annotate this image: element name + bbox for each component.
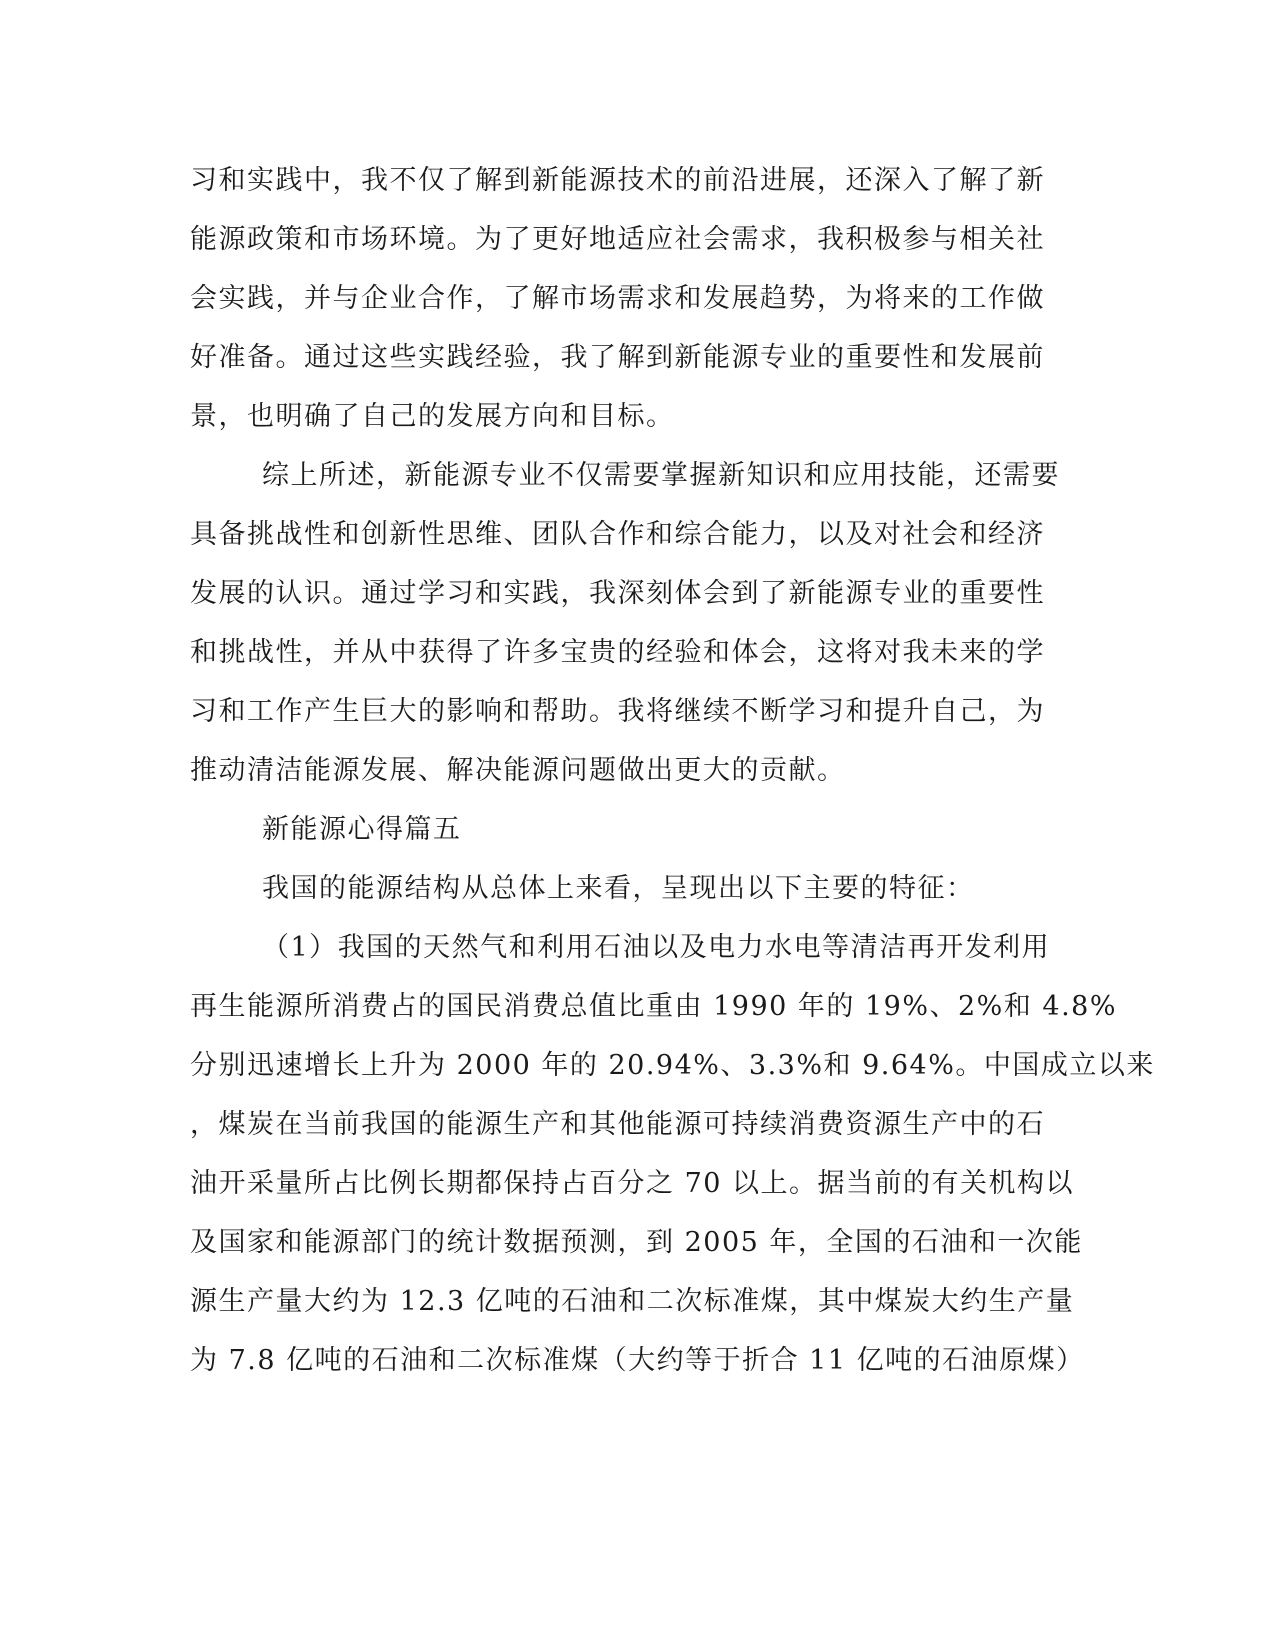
body-text-line: 能源政策和市场环境。为了更好地适应社会需求，我积极参与相关社 xyxy=(190,224,1045,255)
body-text-line: 油开采量所占比例长期都保持占百分之 70 以上。据当前的有关机构以 xyxy=(190,1168,1075,1199)
body-text-line: 再生能源所消费占的国民消费总值比重由 1990 年的 19%、2%和 4.8% xyxy=(190,991,1117,1022)
body-text-line: ，煤炭在当前我国的能源生产和其他能源可持续消费资源生产中的石 xyxy=(190,1109,1045,1140)
body-text-line: 分别迅速增长上升为 2000 年的 20.94%、3.3%和 9.64%。中国成立以来 xyxy=(190,1050,1155,1081)
body-text-line: 习和工作产生巨大的影响和帮助。我将继续不断学习和提升自己，为 xyxy=(190,696,1045,727)
body-text-line: 会实践，并与企业合作，了解市场需求和发展趋势，为将来的工作做 xyxy=(190,283,1045,314)
body-text-line: 为 7.8 亿吨的石油和二次标准煤（大约等于折合 11 亿吨的石油原煤） xyxy=(190,1345,1085,1376)
body-text-line: 景，也明确了自己的发展方向和目标。 xyxy=(190,401,675,432)
body-text-line: 源生产量大约为 12.3 亿吨的石油和二次标准煤，其中煤炭大约生产量 xyxy=(190,1286,1075,1317)
body-text-line: 综上所述，新能源专业不仅需要掌握新知识和应用技能，还需要 xyxy=(262,460,1060,491)
body-text-line: （1）我国的天然气和利用石油以及电力水电等清洁再开发利用 xyxy=(262,932,1051,963)
body-text-line: 习和实践中，我不仅了解到新能源技术的前沿进展，还深入了解了新 xyxy=(190,165,1045,196)
body-text-line: 具备挑战性和创新性思维、团队合作和综合能力，以及对社会和经济 xyxy=(190,519,1045,550)
body-text-line: 推动清洁能源发展、解决能源问题做出更大的贡献。 xyxy=(190,755,846,786)
section-heading: 新能源心得篇五 xyxy=(262,814,462,845)
body-text-line: 发展的认识。通过学习和实践，我深刻体会到了新能源专业的重要性 xyxy=(190,578,1045,609)
body-text-line: 好准备。通过这些实践经验，我了解到新能源专业的重要性和发展前 xyxy=(190,342,1045,373)
body-text-line: 我国的能源结构从总体上来看，呈现出以下主要的特征： xyxy=(262,873,975,904)
body-text-line: 及国家和能源部门的统计数据预测，到 2005 年，全国的石油和一次能 xyxy=(190,1227,1083,1258)
body-text-line: 和挑战性，并从中获得了许多宝贵的经验和体会，这将对我未来的学 xyxy=(190,637,1045,668)
